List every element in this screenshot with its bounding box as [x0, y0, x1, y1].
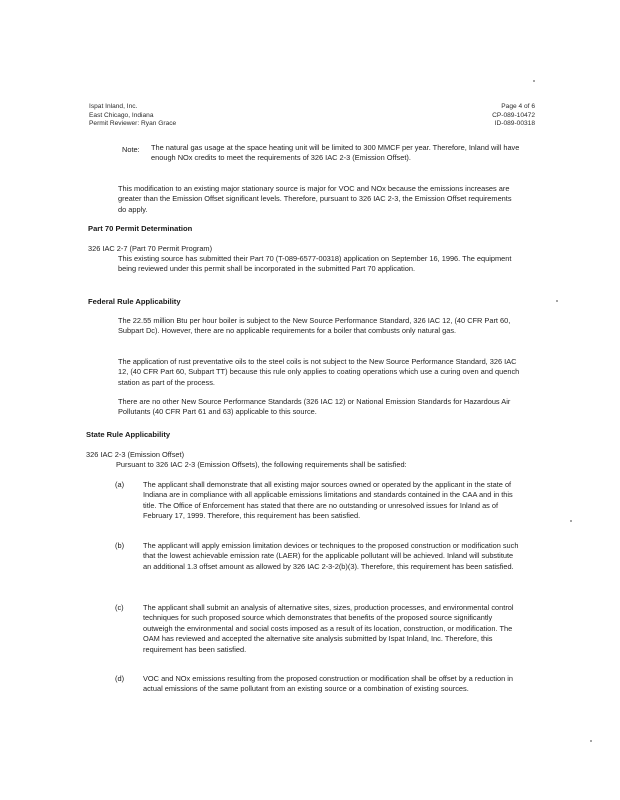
item-c-label: (c) [115, 603, 124, 612]
item-b-label: (b) [115, 541, 125, 550]
header-company: Ispat Inland, Inc. [89, 103, 138, 110]
note-text: The natural gas usage at the space heating unit will be limited to 300 MMCF per year. Therefore, Inland will have enough NOx credits to meet the requirements of 326 IAC 2-3 (Emission Offset). [151, 143, 520, 163]
header-right [492, 103, 535, 129]
federal-paragraph-3: There are no other New Source Performance Standards (326 IAC 12) or National Emission Standards for Hazardous Air Pollutants (40 CFR Part 61 and 63) applicable to this source. [118, 397, 511, 417]
item-d-text: VOC and NOx emissions resulting from the proposed construction or modification shall be offset by a reduction in actual emissions of the same pollutant from an existing source or a combination of existing sources. [143, 674, 513, 694]
header-reviewer: Permit Reviewer: Ryan Grace [89, 120, 177, 128]
header-page-number: Page 4 of 6 [501, 103, 535, 110]
modification-paragraph: This modification to an existing major stationary source is major for VOC and NOx because the emissions increases are greater than the Emission Offset significant levels. Therefore, pursuant to 326 IAC 2-3, the Emission Offset requirements do apply. [118, 184, 512, 214]
scan-speck [590, 740, 592, 742]
federal-paragraph-2: The application of rust preventative oils to the steel coils is not subject to the New Source Performance Standard, 326 IAC 12, (40 CFR Part 60, Subpart TT) because this rule only applies to coating operations which use a curing oven and quench station as part of the process. [118, 357, 520, 387]
state-heading: State Rule Applicability [86, 430, 171, 439]
header-id-number: ID-089-00318 [494, 120, 535, 128]
federal-heading: Federal Rule Applicability [88, 297, 181, 306]
part70-heading: Part 70 Permit Determination [88, 224, 193, 233]
item-c-text: The applicant shall submit an analysis of alternative sites, sizes, production processes, and environmental control techniques for such proposed source which demonstrates that benefits of the proposed source significantly outweigh the environmental and social costs imposed as a result of its location, construction, or modification. The OAM has reviewed and accepted the alternative site analysis submitted by Ispat Inland, Inc. Therefore, this requirement has been satisfied. [143, 603, 514, 654]
part70-text: This existing source has submitted their Part 70 (T-089-6577-00318) application on September 16, 1996. The equipment being reviewed under this permit shall be incorporated in the submitted Part 70 application. [118, 254, 512, 274]
scan-speck [533, 80, 535, 82]
federal-paragraph-1: The 22.55 million Btu per hour boiler is subject to the New Source Performance Standard, 326 IAC 12, (40 CFR Part 60, Subpart Dc). However, there are no applicable requirements for a boiler that combusts only natural gas. [118, 316, 511, 336]
scan-speck [570, 520, 572, 522]
state-rule: 326 IAC 2-3 (Emission Offset) [86, 450, 185, 459]
item-a-text: The applicant shall demonstrate that all existing major sources owned or operated by the applicant in the state of Indiana are in compliance with all applicable emissions limitations and standards contained in the CAA and in this title. The Office of Enforcement has stated that there are no outstanding or unresolved issues for Inland as of February 17, 1999. Therefore, this requirement has been satisfied. [143, 480, 513, 521]
header-location: East Chicago, Indiana [89, 111, 154, 119]
header-cp-number: CP-089-10472 [492, 111, 535, 119]
item-a-label: (a) [115, 480, 125, 489]
scan-speck [556, 300, 558, 302]
part70-rule: 326 IAC 2-7 (Part 70 Permit Program) [88, 244, 213, 253]
state-intro: Pursuant to 326 IAC 2-3 (Emission Offsets), the following requirements shall be satisfied: [116, 460, 407, 469]
header-left [89, 103, 176, 129]
note-label: Note: [122, 145, 140, 154]
item-b-text: The applicant will apply emission limitation devices or techniques to the proposed construction or modification such that the lowest achievable emission rate (LAER) for the applicable pollutant will be achieved. Inland will substitute an additional 1.3 offset amount as allowed by 326 IAC 2-3-2(b)(3). Therefore, this requirement has been satisfied. [143, 541, 519, 571]
item-d-label: (d) [115, 674, 125, 683]
